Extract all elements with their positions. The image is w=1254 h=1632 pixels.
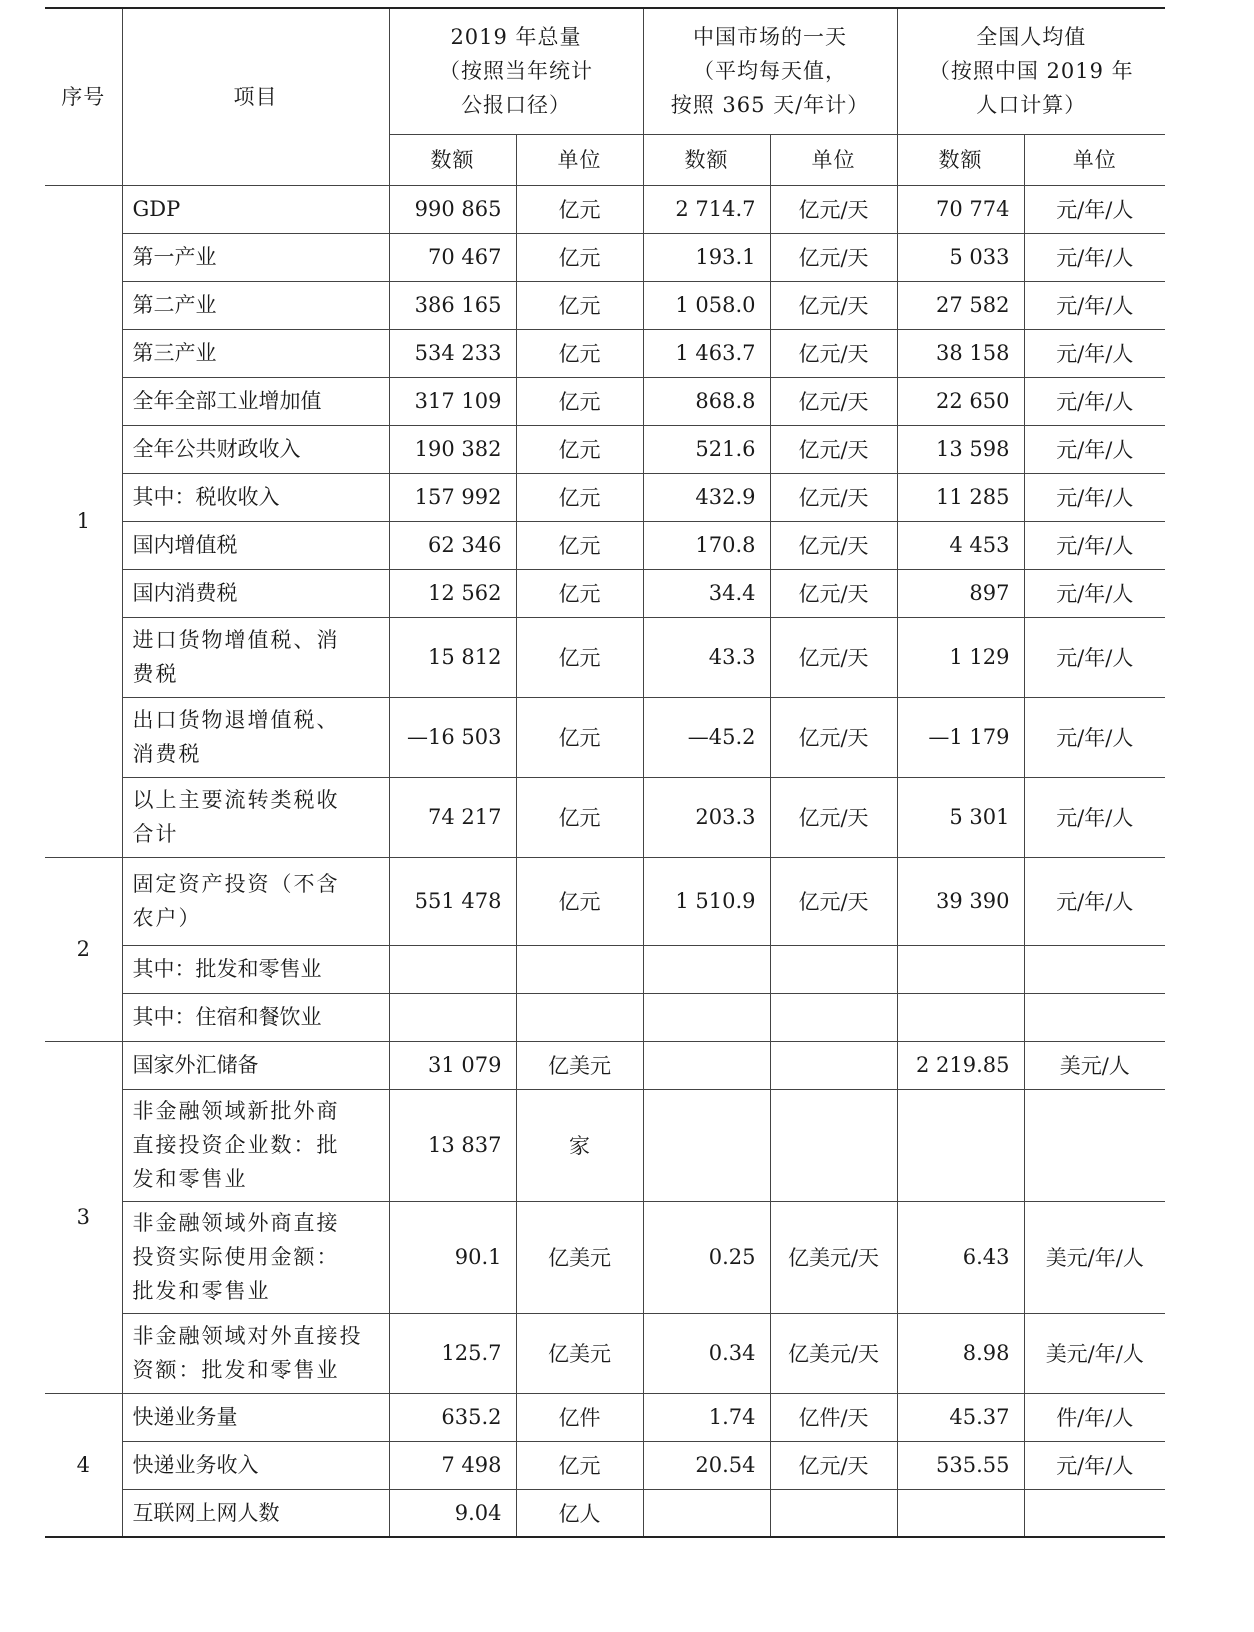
capita-unit: 元/年/人 — [1024, 329, 1165, 377]
day-unit — [770, 1489, 897, 1537]
table-row — [45, 377, 1165, 425]
day-unit: 亿元/天 — [770, 569, 897, 617]
total-unit: 亿件 — [516, 1393, 643, 1441]
day-amount: 193.1 — [643, 233, 770, 281]
header-seq: 序号 — [45, 8, 122, 185]
day-amount: 1 058.0 — [643, 281, 770, 329]
day-amount: —45.2 — [643, 697, 770, 777]
item-label-line: 国内消费税 — [132, 581, 238, 605]
item-label — [122, 1089, 389, 1201]
day-amount — [643, 1041, 770, 1089]
total-amount: 125.7 — [389, 1313, 516, 1393]
total-unit: 亿元 — [516, 425, 643, 473]
item-label-line: 其中：住宿和餐饮业 — [132, 1005, 322, 1029]
item-label — [122, 777, 389, 857]
total-amount: 990 865 — [389, 185, 516, 233]
total-amount: 190 382 — [389, 425, 516, 473]
item-label-line: 非金融领域外商直接 — [132, 1211, 340, 1235]
item-label-line: 农户） — [132, 906, 202, 930]
item-label — [122, 617, 389, 697]
total-amount: 12 562 — [389, 569, 516, 617]
day-unit: 亿美元/天 — [770, 1201, 897, 1313]
table-row — [45, 473, 1165, 521]
total-amount: 317 109 — [389, 377, 516, 425]
day-unit: 亿元/天 — [770, 617, 897, 697]
item-label-line: 消费税 — [132, 742, 202, 766]
capita-amount: 5 301 — [897, 777, 1024, 857]
capita-unit: 件/年/人 — [1024, 1393, 1165, 1441]
item-label — [122, 521, 389, 569]
day-unit: 亿元/天 — [770, 329, 897, 377]
capita-amount: 535.55 — [897, 1441, 1024, 1489]
total-unit: 亿人 — [516, 1489, 643, 1537]
header-total-line: 公报口径） — [461, 93, 571, 118]
day-amount: 203.3 — [643, 777, 770, 857]
day-amount: 2 714.7 — [643, 185, 770, 233]
day-unit — [770, 1089, 897, 1201]
total-unit: 亿元 — [516, 857, 643, 945]
item-label-line: 费税 — [132, 662, 179, 686]
group-seq: 3 — [45, 1041, 122, 1393]
table-row — [45, 697, 1165, 777]
day-unit — [770, 1041, 897, 1089]
capita-unit: 元/年/人 — [1024, 857, 1165, 945]
table-row — [45, 1441, 1165, 1489]
item-label-line: 互联网上网人数 — [132, 1500, 280, 1525]
total-unit: 家 — [516, 1089, 643, 1201]
item-label-line: 其中：批发和零售业 — [132, 957, 322, 981]
day-amount: 521.6 — [643, 425, 770, 473]
header-item: 项目 — [122, 8, 389, 185]
capita-amount: 27 582 — [897, 281, 1024, 329]
capita-amount: 45.37 — [897, 1393, 1024, 1441]
item-label — [122, 857, 389, 945]
header-capita-line: 全国人均值 — [976, 25, 1087, 50]
header-day — [643, 8, 897, 134]
group-seq: 1 — [45, 185, 122, 857]
item-label — [122, 697, 389, 777]
capita-amount: 6.43 — [897, 1201, 1024, 1313]
item-label-line: 直接投资企业数：批 — [132, 1133, 340, 1157]
day-amount: 1 463.7 — [643, 329, 770, 377]
capita-amount: —1 179 — [897, 697, 1024, 777]
item-label-line: 国家外汇储备 — [132, 1053, 259, 1077]
capita-amount: 2 219.85 — [897, 1041, 1024, 1089]
item-label-line: 全年全部工业增加值 — [132, 389, 322, 413]
header-capita-line: 人口计算） — [976, 93, 1087, 118]
total-amount: 386 165 — [389, 281, 516, 329]
item-label-line: 第二产业 — [132, 293, 217, 317]
header-amount: 数额 — [389, 134, 516, 185]
capita-amount: 5 033 — [897, 233, 1024, 281]
total-unit: 亿元 — [516, 329, 643, 377]
item-label-line: 其中：税收收入 — [132, 485, 280, 509]
capita-amount: 897 — [897, 569, 1024, 617]
total-unit: 亿元 — [516, 1441, 643, 1489]
header-total-line: 2019 年总量 — [450, 25, 582, 50]
capita-unit: 元/年/人 — [1024, 281, 1165, 329]
item-label — [122, 185, 389, 233]
total-unit: 亿美元 — [516, 1201, 643, 1313]
table-row — [45, 1313, 1165, 1393]
item-label-line: 快递业务收入 — [132, 1453, 259, 1477]
day-amount: 170.8 — [643, 521, 770, 569]
total-amount: 534 233 — [389, 329, 516, 377]
total-amount — [389, 993, 516, 1041]
capita-unit: 美元/人 — [1024, 1041, 1165, 1089]
capita-unit: 元/年/人 — [1024, 473, 1165, 521]
header-capita-line: （按照中国 2019 年 — [928, 59, 1134, 84]
table-row — [45, 569, 1165, 617]
item-label-line: 批发和零售业 — [132, 1279, 271, 1303]
day-unit — [770, 993, 897, 1041]
day-amount: 43.3 — [643, 617, 770, 697]
day-unit: 亿元/天 — [770, 185, 897, 233]
header-total-line: （按照当年统计 — [439, 59, 593, 84]
total-amount: —16 503 — [389, 697, 516, 777]
total-amount: 7 498 — [389, 1441, 516, 1489]
table-row — [45, 1201, 1165, 1313]
item-label-line: 固定资产投资（不含 — [132, 872, 340, 896]
day-amount: 0.25 — [643, 1201, 770, 1313]
table-row — [45, 1089, 1165, 1201]
day-amount — [643, 1089, 770, 1201]
day-unit: 亿元/天 — [770, 425, 897, 473]
capita-amount: 1 129 — [897, 617, 1024, 697]
capita-unit: 元/年/人 — [1024, 1441, 1165, 1489]
table-row — [45, 617, 1165, 697]
item-label-line: 非金融领域新批外商 — [132, 1099, 340, 1123]
table-row — [45, 1393, 1165, 1441]
item-label-line: 快递业务量 — [132, 1405, 238, 1429]
capita-amount: 22 650 — [897, 377, 1024, 425]
table-row — [45, 233, 1165, 281]
total-amount: 70 467 — [389, 233, 516, 281]
item-label — [122, 233, 389, 281]
day-unit: 亿元/天 — [770, 697, 897, 777]
capita-amount: 38 158 — [897, 329, 1024, 377]
header-total — [389, 8, 643, 134]
day-amount: 34.4 — [643, 569, 770, 617]
total-amount: 31 079 — [389, 1041, 516, 1089]
capita-unit: 美元/年/人 — [1024, 1313, 1165, 1393]
total-unit: 亿美元 — [516, 1041, 643, 1089]
day-unit: 亿元/天 — [770, 857, 897, 945]
total-amount: 90.1 — [389, 1201, 516, 1313]
capita-amount: 11 285 — [897, 473, 1024, 521]
total-amount: 9.04 — [389, 1489, 516, 1537]
table-row — [45, 1041, 1165, 1089]
table-row — [45, 857, 1165, 945]
item-label — [122, 329, 389, 377]
total-unit: 亿元 — [516, 281, 643, 329]
item-label — [122, 1201, 389, 1313]
day-unit: 亿件/天 — [770, 1393, 897, 1441]
header-capita — [897, 8, 1165, 134]
group-seq: 2 — [45, 857, 122, 1041]
table-row — [45, 1489, 1165, 1537]
capita-unit: 元/年/人 — [1024, 617, 1165, 697]
table-row — [45, 993, 1165, 1041]
header-day-line: 中国市场的一天 — [693, 25, 847, 50]
header-unit: 单位 — [770, 134, 897, 185]
capita-unit — [1024, 993, 1165, 1041]
capita-amount — [897, 1089, 1024, 1201]
item-label-line: 投资实际使用金额： — [132, 1245, 340, 1269]
day-amount — [643, 945, 770, 993]
item-label-line: 第一产业 — [132, 245, 217, 269]
capita-amount: 70 774 — [897, 185, 1024, 233]
item-label — [122, 1041, 389, 1089]
total-amount: 74 217 — [389, 777, 516, 857]
item-label-line: 合计 — [132, 822, 179, 846]
table-row — [45, 521, 1165, 569]
total-unit: 亿元 — [516, 777, 643, 857]
capita-unit: 元/年/人 — [1024, 425, 1165, 473]
capita-amount — [897, 945, 1024, 993]
header-day-line: （平均每天值， — [693, 59, 847, 84]
item-label-line: 发和零售业 — [132, 1167, 248, 1191]
group-seq: 4 — [45, 1393, 122, 1537]
total-amount: 62 346 — [389, 521, 516, 569]
total-unit — [516, 993, 643, 1041]
item-label-line: GDP — [132, 197, 181, 221]
day-unit: 亿元/天 — [770, 1441, 897, 1489]
table-row — [45, 777, 1165, 857]
day-amount: 1 510.9 — [643, 857, 770, 945]
item-label — [122, 1393, 389, 1441]
day-amount: 0.34 — [643, 1313, 770, 1393]
capita-unit: 元/年/人 — [1024, 185, 1165, 233]
total-unit: 亿元 — [516, 697, 643, 777]
capita-unit: 美元/年/人 — [1024, 1201, 1165, 1313]
day-amount — [643, 993, 770, 1041]
total-unit: 亿元 — [516, 617, 643, 697]
capita-amount: 13 598 — [897, 425, 1024, 473]
item-label-line: 第三产业 — [132, 341, 217, 365]
item-label — [122, 1489, 389, 1537]
table-row — [45, 425, 1165, 473]
item-label — [122, 945, 389, 993]
total-unit: 亿元 — [516, 473, 643, 521]
item-label-line: 国内增值税 — [132, 533, 238, 557]
day-unit: 亿元/天 — [770, 473, 897, 521]
item-label-line: 以上主要流转类税收 — [132, 788, 340, 812]
item-label — [122, 1441, 389, 1489]
day-unit: 亿元/天 — [770, 377, 897, 425]
statistics-table — [45, 7, 1165, 1538]
capita-unit: 元/年/人 — [1024, 233, 1165, 281]
item-label-line: 资额：批发和零售业 — [132, 1358, 340, 1382]
total-amount: 15 812 — [389, 617, 516, 697]
item-label — [122, 377, 389, 425]
day-amount: 20.54 — [643, 1441, 770, 1489]
capita-unit — [1024, 1489, 1165, 1537]
capita-unit: 元/年/人 — [1024, 777, 1165, 857]
item-label-line: 非金融领域对外直接投 — [132, 1324, 363, 1348]
capita-unit — [1024, 1089, 1165, 1201]
item-label — [122, 425, 389, 473]
capita-amount: 4 453 — [897, 521, 1024, 569]
capita-unit: 元/年/人 — [1024, 377, 1165, 425]
total-unit: 亿元 — [516, 185, 643, 233]
item-label-line: 全年公共财政收入 — [132, 437, 301, 461]
capita-unit: 元/年/人 — [1024, 521, 1165, 569]
day-amount: 868.8 — [643, 377, 770, 425]
header-unit: 单位 — [1024, 134, 1165, 185]
total-unit: 亿美元 — [516, 1313, 643, 1393]
table-body — [45, 185, 1165, 1537]
total-amount: 13 837 — [389, 1089, 516, 1201]
capita-unit: 元/年/人 — [1024, 697, 1165, 777]
day-amount: 432.9 — [643, 473, 770, 521]
table-row — [45, 185, 1165, 233]
total-amount: 551 478 — [389, 857, 516, 945]
table-row — [45, 329, 1165, 377]
day-amount: 1.74 — [643, 1393, 770, 1441]
total-unit — [516, 945, 643, 993]
day-unit: 亿元/天 — [770, 521, 897, 569]
total-unit: 亿元 — [516, 377, 643, 425]
day-unit: 亿元/天 — [770, 777, 897, 857]
total-amount: 157 992 — [389, 473, 516, 521]
table-row — [45, 281, 1165, 329]
day-unit: 亿美元/天 — [770, 1313, 897, 1393]
capita-amount: 8.98 — [897, 1313, 1024, 1393]
item-label — [122, 569, 389, 617]
item-label-line: 进口货物增值税、消 — [132, 628, 340, 652]
day-unit — [770, 945, 897, 993]
total-amount: 635.2 — [389, 1393, 516, 1441]
capita-unit — [1024, 945, 1165, 993]
day-unit: 亿元/天 — [770, 281, 897, 329]
item-label — [122, 473, 389, 521]
header-day-line: 按照 365 天/年计） — [670, 93, 870, 118]
total-unit: 亿元 — [516, 233, 643, 281]
total-unit: 亿元 — [516, 521, 643, 569]
capita-amount — [897, 1489, 1024, 1537]
total-amount — [389, 945, 516, 993]
capita-amount — [897, 993, 1024, 1041]
header-amount: 数额 — [897, 134, 1024, 185]
capita-unit: 元/年/人 — [1024, 569, 1165, 617]
day-unit: 亿元/天 — [770, 233, 897, 281]
item-label — [122, 281, 389, 329]
item-label — [122, 993, 389, 1041]
table-row — [45, 945, 1165, 993]
header-unit: 单位 — [516, 134, 643, 185]
item-label — [122, 1313, 389, 1393]
header-amount: 数额 — [643, 134, 770, 185]
day-amount — [643, 1489, 770, 1537]
capita-amount: 39 390 — [897, 857, 1024, 945]
item-label-line: 出口货物退增值税、 — [132, 708, 340, 732]
total-unit: 亿元 — [516, 569, 643, 617]
